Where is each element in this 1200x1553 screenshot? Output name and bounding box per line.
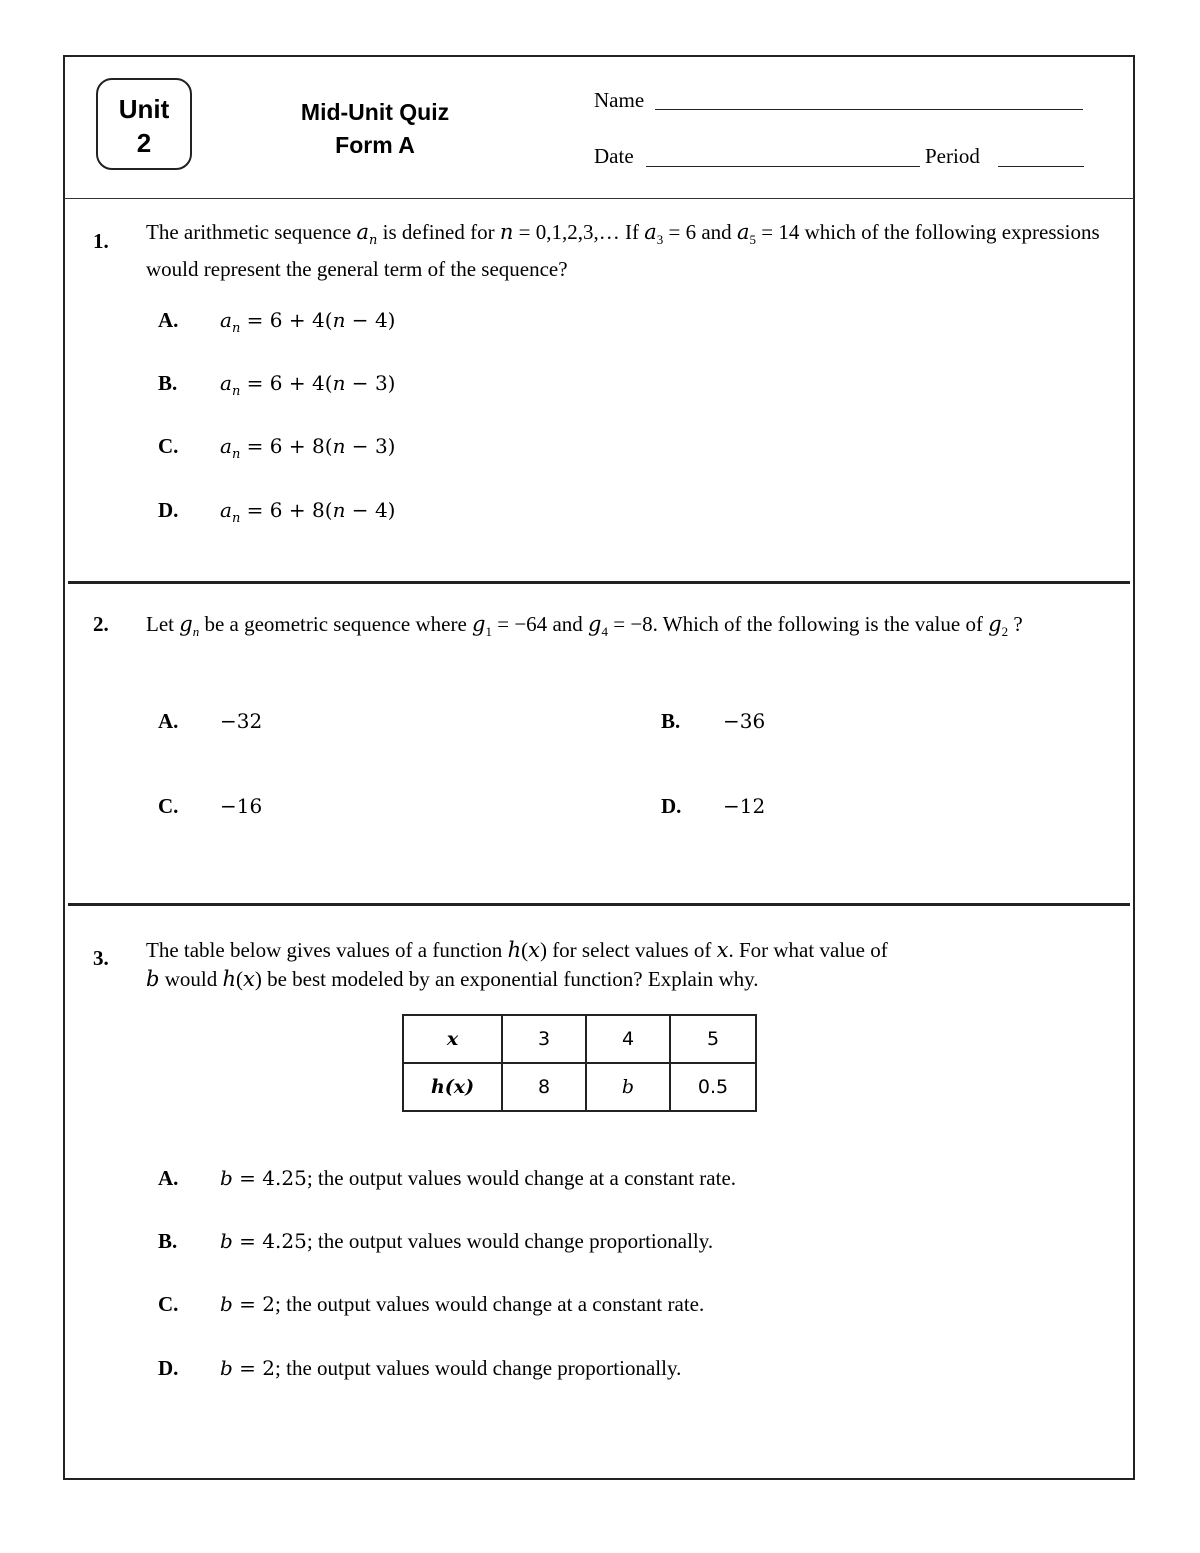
q1-option-c[interactable]: C. $a_n = 6 + 8(n - 3)$ xyxy=(158,434,396,462)
q3-option-d-value: 2 xyxy=(262,1356,276,1380)
q1-option-b-shift: 3 xyxy=(374,371,388,395)
q3-option-b-label: B. xyxy=(158,1229,178,1253)
q1-text: The arithmetic sequence $a_n$ is defined for n = 0,1,2,3,… If $a_3 = 6$ and $a_5 = 14$ which of the following expressions would represent the general term of the sequence? xyxy=(146,220,1100,282)
quiz-title: Mid-Unit Quiz xyxy=(300,99,450,125)
q3-option-c-reason: ; the output values would change at a constant rate. xyxy=(275,1292,705,1316)
table-cell: 5 xyxy=(670,1015,756,1063)
q3-option-a-value: 4.25 xyxy=(262,1166,307,1190)
q3-option-b[interactable]: B. b = 4.25; the output values would change proportionally. xyxy=(158,1229,714,1253)
q1-text-d: which of the following expressions would represent the general term of the sequence? xyxy=(146,220,1100,282)
q1-option-c-start: 6 xyxy=(269,434,283,458)
q1-text-a: The arithmetic sequence xyxy=(146,220,357,244)
unit-word: Unit xyxy=(118,94,170,124)
q2-option-b-value: −36 xyxy=(723,709,766,733)
table-cell-x-header: x xyxy=(403,1015,502,1063)
q3-option-b-value: 4.25 xyxy=(262,1229,307,1253)
table-cell-hx-header: h(x) xyxy=(403,1063,502,1111)
q3-option-d-reason: ; the output values would change proportionally. xyxy=(275,1356,682,1380)
table-cell: 3 xyxy=(502,1015,586,1063)
q1-option-d-rate: 8 xyxy=(312,498,325,522)
period-label: Period xyxy=(925,144,980,168)
function-table xyxy=(402,1014,757,1112)
q3-option-c-label: C. xyxy=(158,1292,179,1316)
q3-number: 3. xyxy=(93,946,109,970)
q1-text-c: If xyxy=(619,220,645,244)
q1-option-a-rate: 4 xyxy=(312,308,325,332)
q3-option-c[interactable]: C. b = 2; the output values would change at a constant rate. xyxy=(158,1292,705,1316)
q3-text: The table below gives values of a function h(x) for select values of x. For what value of b would h(x) be best modeled by an exponential function? Explain why. xyxy=(146,938,888,991)
q2-option-a-label: A. xyxy=(158,709,179,733)
unit-number: 2 xyxy=(136,128,152,158)
q3-option-a-label: A. xyxy=(158,1166,179,1190)
q2-divider xyxy=(68,903,1130,906)
q1-option-a[interactable]: A. $a_n = 6 + 4(n - 4)$ xyxy=(158,308,396,336)
q3-text-d: would xyxy=(159,967,223,991)
q1-seq-values: 0,1,2,3,… xyxy=(535,220,620,244)
period-field[interactable] xyxy=(998,166,1084,167)
q3-option-a-reason: ; the output values would change at a constant rate. xyxy=(306,1166,737,1190)
q2-text-b: be a geometric sequence where xyxy=(199,612,473,636)
table-row xyxy=(403,1063,756,1111)
q2-number: 2. xyxy=(93,612,109,636)
q3-text-a: The table below gives values of a function xyxy=(146,938,508,962)
q2-text-c: . Which of the following is the value of xyxy=(652,612,989,636)
name-label: Name xyxy=(594,88,645,112)
q1-option-d-start: 6 xyxy=(269,498,283,522)
q3-text-c: . For what value of xyxy=(728,938,888,962)
q1-option-a-label: A. xyxy=(158,308,179,332)
q1-number: 1. xyxy=(93,229,109,253)
q1-option-b-rate: 4 xyxy=(312,371,325,395)
q1-text-b: is defined for xyxy=(377,220,500,244)
q1-option-a-shift: 4 xyxy=(374,308,388,332)
q1-option-d-shift: 4 xyxy=(374,498,388,522)
q2-text-d: ? xyxy=(1008,612,1023,636)
q1-a3-value: 6 xyxy=(685,220,697,244)
quiz-form: Form A xyxy=(335,132,415,158)
q2-option-c-label: C. xyxy=(158,794,179,818)
q2-option-b[interactable] xyxy=(661,709,765,734)
q2-option-d-label: D. xyxy=(661,794,682,818)
q3-option-a[interactable]: A. b = 4.25; the output values would change at a constant rate. xyxy=(158,1166,737,1190)
q2-option-d-value: −12 xyxy=(723,794,766,818)
q2-g1-value: −64 xyxy=(514,612,548,636)
q3-option-d-label: D. xyxy=(158,1356,179,1380)
table-cell: 8 xyxy=(502,1063,586,1111)
q2-g4-value: −8 xyxy=(630,612,653,636)
q1-option-d-label: D. xyxy=(158,498,179,522)
q3-option-d[interactable]: D. b = 2; the output values would change proportionally. xyxy=(158,1356,682,1380)
q2-option-a-value: −32 xyxy=(220,709,263,733)
table-cell-unknown: b xyxy=(586,1063,670,1111)
q3-option-c-value: 2 xyxy=(262,1292,276,1316)
q2-option-b-label: B. xyxy=(661,709,681,733)
q1-option-a-start: 6 xyxy=(269,308,283,332)
q1-a5-value: 14 xyxy=(778,220,800,244)
q2-text-and: and xyxy=(547,612,589,636)
q1-option-c-shift: 3 xyxy=(374,434,388,458)
table-cell: 4 xyxy=(586,1015,670,1063)
name-field[interactable] xyxy=(655,109,1083,110)
date-field[interactable] xyxy=(646,166,920,167)
q1-text-and: and xyxy=(696,220,737,244)
q1-option-d[interactable]: D. $a_n = 6 + 8(n - 4)$ xyxy=(158,498,396,526)
header-divider xyxy=(64,198,1134,199)
quiz-title-block xyxy=(250,96,500,162)
q1-divider xyxy=(68,581,1130,584)
q2-option-c-value: −16 xyxy=(220,794,263,818)
q3-text-e: be best modeled by an exponential function? Explain why. xyxy=(261,967,759,991)
q1-option-b-start: 6 xyxy=(269,371,283,395)
q3-text-b: for select values of xyxy=(546,938,717,962)
q2-option-d[interactable] xyxy=(661,794,765,819)
q2-option-a[interactable] xyxy=(158,709,262,734)
q1-option-b[interactable]: B. $a_n = 6 + 4(n - 3)$ xyxy=(158,371,396,399)
table-cell: 0.5 xyxy=(670,1063,756,1111)
q2-text: Let $g_n$ be a geometric sequence where $g_1 = -64$ and $g_4 = -8$. Which of the following is the value of $g_2$ ? xyxy=(146,612,1023,640)
q3-option-b-reason: ; the output values would change proportionally. xyxy=(306,1229,714,1253)
q1-option-c-label: C. xyxy=(158,434,179,458)
q2-text-a: Let xyxy=(146,612,180,636)
date-label: Date xyxy=(594,144,634,168)
unit-badge xyxy=(96,78,192,170)
q1-option-c-rate: 8 xyxy=(312,434,325,458)
table-row xyxy=(403,1015,756,1063)
q2-option-c[interactable] xyxy=(158,794,262,819)
q1-option-b-label: B. xyxy=(158,371,178,395)
